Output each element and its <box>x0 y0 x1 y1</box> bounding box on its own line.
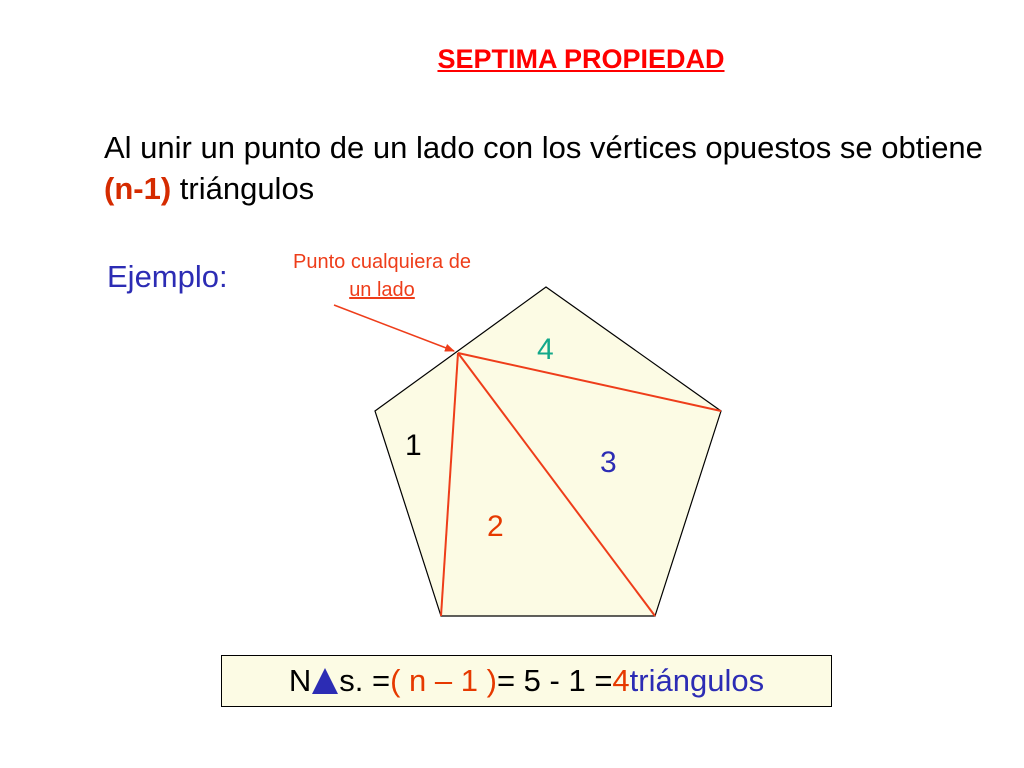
slide-title: SEPTIMA PROPIEDAD <box>437 44 725 74</box>
triangle-label-4: 4 <box>537 333 554 366</box>
example-label: Ejemplo: <box>107 259 228 294</box>
statement-part1: Al unir un punto de un lado con los vértices opuestos se obtiene <box>104 130 983 165</box>
triangle-label-3: 3 <box>600 446 617 479</box>
callout-line2: un lado <box>349 279 415 301</box>
statement-part2: triángulos <box>171 171 315 206</box>
formula-box <box>221 655 832 707</box>
triangle-label-2: 2 <box>487 510 504 543</box>
callout-line1: Punto cualquiera de <box>293 251 471 273</box>
callout-arrow <box>334 305 454 351</box>
formula-calculation: = 5 - 1 = <box>496 663 613 698</box>
triangle-icon <box>312 668 338 694</box>
triangle-label-1: 1 <box>405 429 422 462</box>
formula-result: 4 <box>612 663 630 698</box>
formula-unit: triángulos <box>629 663 765 698</box>
formula-n: N <box>288 663 312 698</box>
formula-expression: ( n – 1 ) <box>390 663 497 698</box>
statement-highlight: (n-1) <box>104 171 172 206</box>
formula-s: s. = <box>339 663 391 698</box>
